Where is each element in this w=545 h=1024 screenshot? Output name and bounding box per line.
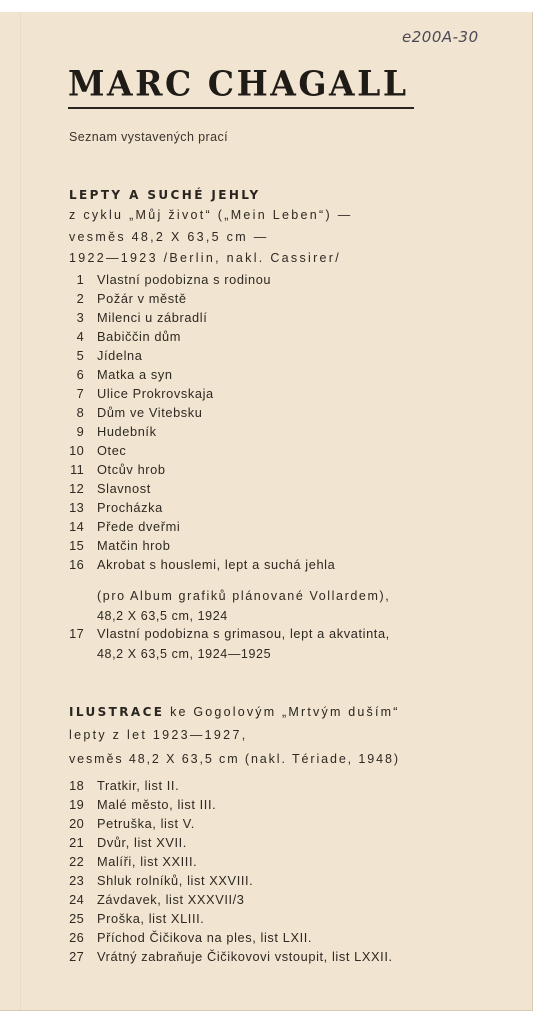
item-title: Ulice Prokrovskaja xyxy=(97,386,214,401)
list-item xyxy=(60,909,393,928)
section-line: vesměs 48,2 X 63,5 cm — xyxy=(69,230,269,244)
item-title: Malé město, list III. xyxy=(97,797,217,812)
item-number: 27 xyxy=(69,949,84,964)
paper-fold xyxy=(20,12,22,1010)
list-item xyxy=(60,947,393,966)
list-item xyxy=(60,384,335,403)
list-item xyxy=(60,776,393,795)
item-number: 13 xyxy=(69,500,84,515)
item-title: Slavnost xyxy=(97,481,151,496)
list-item xyxy=(60,833,393,852)
section-heading-illustrations xyxy=(69,705,400,719)
item-title: Babiččin dům xyxy=(97,329,182,344)
item-title: Otcův hrob xyxy=(97,462,166,477)
list-item xyxy=(60,928,393,947)
section-heading-rest: ke Gogolovým „Mrtvým duším“ xyxy=(164,705,400,719)
item-title: Dvůr, list XVII. xyxy=(97,835,187,850)
list-item xyxy=(60,422,335,441)
works-list-etchings xyxy=(60,270,335,574)
item-number: 3 xyxy=(76,310,84,325)
item-number: 23 xyxy=(69,873,84,888)
item-number: 21 xyxy=(69,835,84,850)
item-number: 9 xyxy=(76,424,84,439)
item-title: Milenci u zábradlí xyxy=(97,310,208,325)
page-subtitle: Seznam vystavených prací xyxy=(69,130,228,144)
item-number: 15 xyxy=(69,538,84,553)
item-continuation: (pro Album grafiků plánované Vollardem), xyxy=(97,589,391,603)
list-item xyxy=(60,498,335,517)
catalogue-sheet xyxy=(0,12,533,1011)
section-line: z cyklu „Můj život“ („Mein Leben“) — xyxy=(69,208,353,222)
item-title: Vlastní podobizna s grimasou, lept a akvatinta, xyxy=(97,626,390,641)
item-number: 17 xyxy=(69,626,84,641)
works-list-illustrations xyxy=(60,776,393,966)
list-item xyxy=(60,890,393,909)
item-continuation: 48,2 X 63,5 cm, 1924 xyxy=(97,609,228,623)
list-item xyxy=(60,308,335,327)
item-title: Matka a syn xyxy=(97,367,173,382)
list-item xyxy=(60,289,335,308)
item-title: Příchod Čičikova na ples, list LXII. xyxy=(97,930,313,945)
page-title: MARC CHAGALL xyxy=(68,63,409,104)
list-item xyxy=(60,327,335,346)
list-item xyxy=(60,517,335,536)
item-title: Požár v městě xyxy=(97,291,187,306)
list-item xyxy=(60,460,335,479)
item-title: Vrátný zabraňuje Čičikovovi vstoupit, list LXXII. xyxy=(97,949,393,964)
item-number: 1 xyxy=(76,272,84,287)
list-item xyxy=(60,555,335,574)
item-number: 6 xyxy=(76,367,84,382)
list-item xyxy=(60,346,335,365)
list-item xyxy=(60,479,335,498)
item-number: 11 xyxy=(70,462,84,477)
list-item xyxy=(60,795,393,814)
list-item xyxy=(60,624,390,643)
item-number: 2 xyxy=(76,291,84,306)
item-title: Tratkir, list II. xyxy=(97,778,180,793)
list-item xyxy=(60,852,393,871)
section-line: lepty z let 1923—1927, xyxy=(69,728,248,742)
item-title: Přede dveřmi xyxy=(97,519,181,534)
item-title: Shluk rolníků, list XXVIII. xyxy=(97,873,254,888)
archive-mark: e200A-30 xyxy=(402,28,479,46)
section-heading-bold: ILUSTRACE xyxy=(69,705,165,719)
item-title: Akrobat s houslemi, lept a suchá jehla xyxy=(97,557,336,572)
item-number: 20 xyxy=(69,816,84,831)
section-heading-etchings: LEPTY A SUCHÉ JEHLY xyxy=(69,188,261,202)
item-title: Petruška, list V. xyxy=(97,816,195,831)
item-title: Malíři, list XXIII. xyxy=(97,854,198,869)
item-number: 8 xyxy=(76,405,84,420)
item-number: 18 xyxy=(69,778,84,793)
item-number: 25 xyxy=(69,911,84,926)
item-title: Vlastní podobizna s rodinou xyxy=(97,272,272,287)
list-item xyxy=(60,270,335,289)
item-number: 5 xyxy=(76,348,84,363)
item-number: 10 xyxy=(69,443,84,458)
item-title: Procházka xyxy=(97,500,163,515)
item-number: 12 xyxy=(69,481,84,496)
item-continuation: 48,2 X 63,5 cm, 1924—1925 xyxy=(97,647,272,661)
list-item xyxy=(60,403,335,422)
list-item xyxy=(60,365,335,384)
item-number: 16 xyxy=(69,557,84,572)
item-title: Proška, list XLIII. xyxy=(97,911,205,926)
item-number: 14 xyxy=(69,519,84,534)
item-title: Matčin hrob xyxy=(97,538,171,553)
list-item xyxy=(60,536,335,555)
section-line: 1922—1923 /Berlin, nakl. Cassirer/ xyxy=(69,251,342,265)
item-title: Hudebník xyxy=(97,424,157,439)
list-item xyxy=(60,814,393,833)
section-line: vesměs 48,2 X 63,5 cm (nakl. Tériade, 1948) xyxy=(69,752,400,766)
works-list-etchings-end xyxy=(60,624,390,643)
list-item xyxy=(60,871,393,890)
item-title: Otec xyxy=(97,443,127,458)
item-number: 19 xyxy=(69,797,84,812)
title-underline xyxy=(68,107,414,109)
item-title: Závdavek, list XXXVII/3 xyxy=(97,892,245,907)
item-number: 24 xyxy=(69,892,84,907)
item-number: 26 xyxy=(69,930,84,945)
item-number: 7 xyxy=(76,386,84,401)
item-number: 22 xyxy=(69,854,84,869)
item-number: 4 xyxy=(76,329,84,344)
item-title: Jídelna xyxy=(97,348,143,363)
item-title: Dům ve Vitebsku xyxy=(97,405,203,420)
list-item xyxy=(60,441,335,460)
